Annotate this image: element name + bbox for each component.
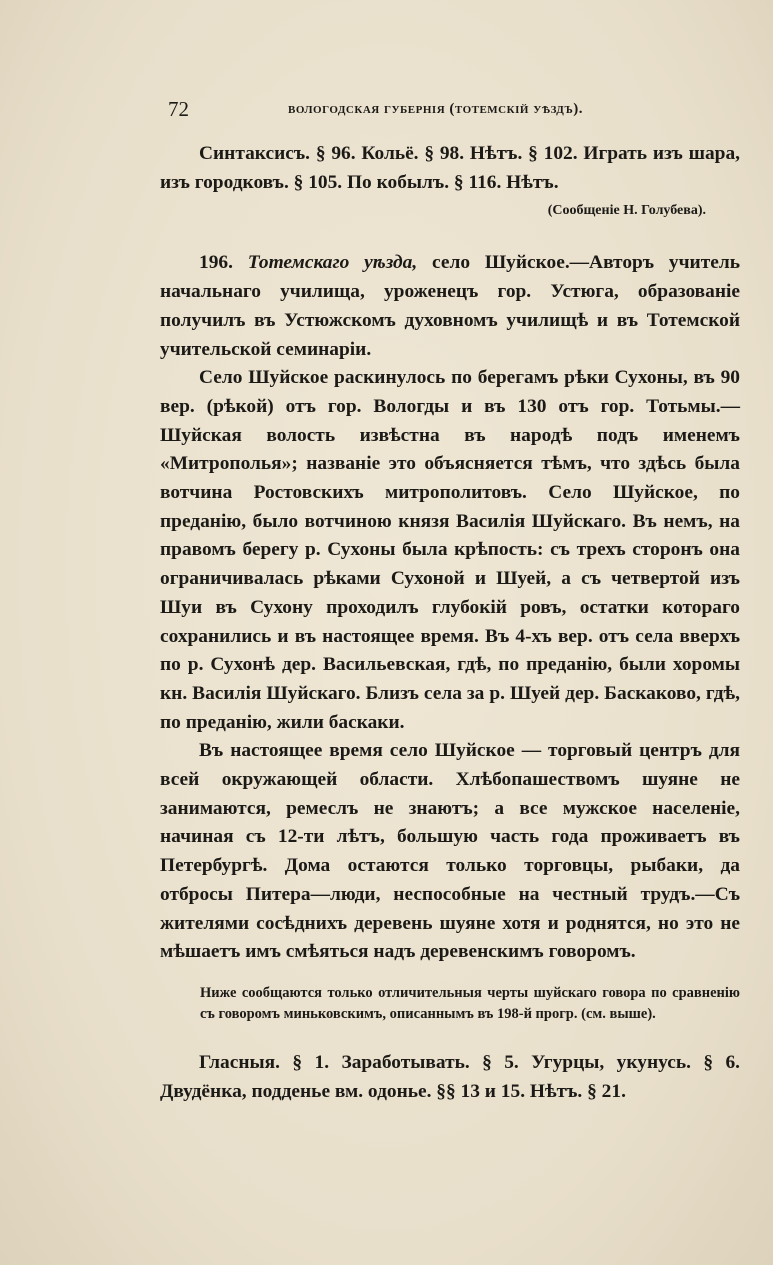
vowels-paragraph: Гласныя. § 1. Заработывать. § 5. Угурцы, укунусь. § 6. Двудёнка, подденье вм. одонье. §§ 13 и 15. Нѣтъ. § 21. <box>160 1051 740 1102</box>
page-body <box>160 140 740 1106</box>
entry-text: село Шуйское.—Авторъ учитель начальнаго училища, уроженецъ гор. Устюга, образованіе получилъ въ Устюжскомъ духовномъ училищѣ и въ Тотемской учительской семинаріи. <box>160 252 740 360</box>
page-header <box>160 97 760 127</box>
dialect-note: Ниже сообщаются только отличительныя черты шуйскаго говора по сравненію съ говоромъ миньковскимъ, описаннымъ въ 198-й прогр. (см. выше). <box>200 984 740 1022</box>
village-description-paragraph: Село Шуйское раскинулось по берегамъ рѣки Сухоны, въ 90 вер. (рѣкой) отъ гор. Вологды и въ 130 отъ гор. Тотьмы.—Шуйская волость извѣстна въ народѣ подъ именемъ «Митрополья»; названіе это объясняется тѣмъ, что здѣсь была вотчина Ростовскихъ митрополитовъ. Село Шуйское, по преданію, было вотчиною князя Василія Шуйскаго. Въ немъ, на правомъ берегу р. Сухоны была крѣпость: съ трехъ сторонъ она ограничивалась рѣками Сухоной и Шуей, а съ четвертой изъ Шуи въ Сухону проходилъ глубокій ровъ, остатки котораго сохранились и въ настоящее время. Въ 4-хъ вер. отъ села вверхъ по р. Сухонѣ дер. Васильевская, гдѣ, по преданію, были хоромы кн. Василія Шуйскаго. Близъ села за р. Шуей дер. Баскаково, гдѣ, по преданію, жили баскаки. <box>160 367 740 733</box>
present-time-paragraph: Въ настоящее время село Шуйское — торговый центръ для всей окружающей области. Хлѣбопашествомъ шуяне не занимаются, ремеслъ не знаютъ; а все мужское населеніе, начиная съ 12-ти лѣтъ, большую часть года проживаетъ въ Петербургѣ. Дома остаются только торговцы, рыбаки, да отбросы Питера—люди, неспособные на честный трудъ.—Съ жителями сосѣднихъ деревень шуяне хотя и роднятся, но это не мѣшаетъ имъ смѣяться надъ деревенскимъ говоромъ. <box>160 740 740 963</box>
entry-number: 196. <box>199 252 233 274</box>
entry-196-paragraph <box>160 249 740 364</box>
entry-place: Тотемскаго уѣзда, <box>247 252 418 274</box>
signature: (Сообщеніе Н. Голубева). <box>547 203 706 219</box>
page-number: 72 <box>168 97 189 121</box>
syntax-paragraph: Синтаксисъ. § 96. Кольё. § 98. Нѣтъ. § 102. Играть изъ шара, изъ городковъ. § 105. По кобылъ. § 116. Нѣтъ. <box>160 143 740 193</box>
running-title: вологодская губернія (тотемскій уѣздъ). <box>288 101 584 117</box>
